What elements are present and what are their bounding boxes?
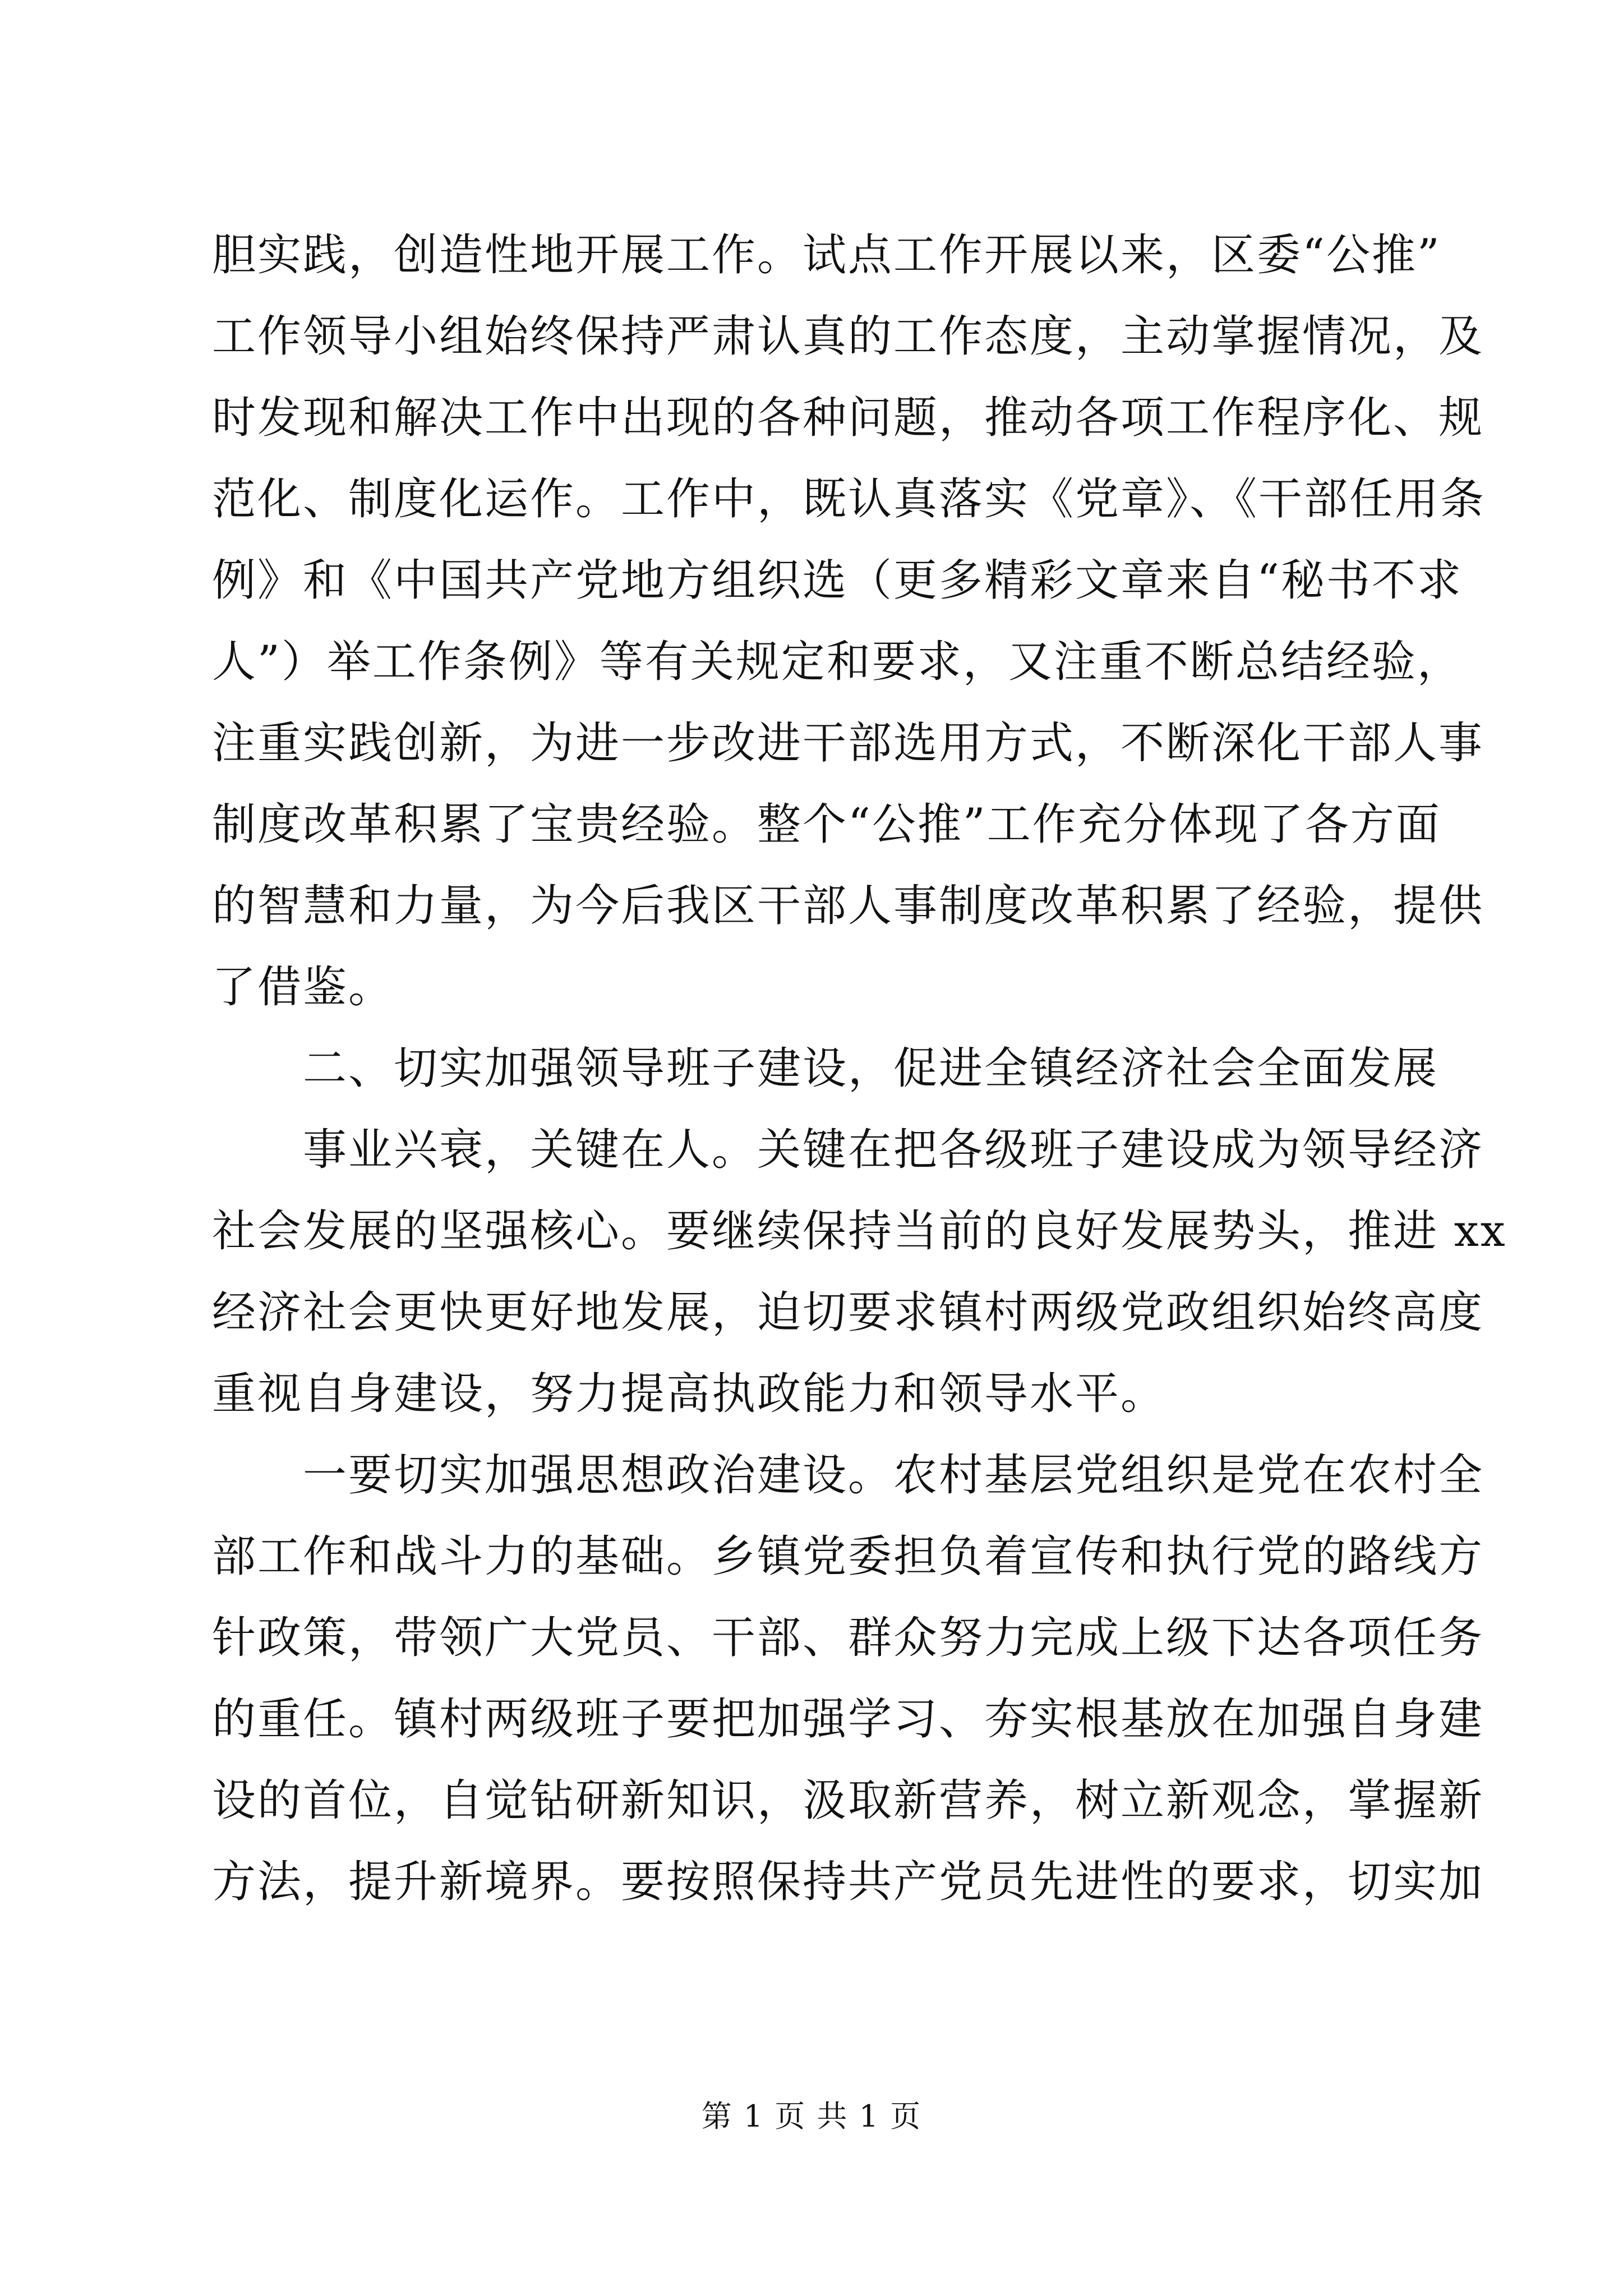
text-line: 的智慧和力量，为今后我区干部人事制度改革积累了经验，提供 [212,881,1484,931]
body-text [212,215,1507,1923]
text-line: 时发现和解决工作中出现的各种问题，推动各项工作程序化、规 [212,393,1484,443]
text-line: 的重任。镇村两级班子要把加强学习、夯实根基放在加强自身建 [212,1694,1484,1745]
text-line: 范化、制度化运作。工作中，既认真落实《党章》、《干部任用条 [212,474,1486,524]
text-line: 胆实践，创造性地开展工作。试点工作开展以来，区委“公推” [212,230,1441,280]
text-line: 设的首位，自觉钻研新知识，汲取新营养，树立新观念，掌握新 [212,1775,1484,1826]
text-line: 方法，提升新境界。要按照保持共产党员先进性的要求，切实加 [212,1857,1484,1907]
text-line: 人”）举工作条例》等有关规定和要求，又注重不断总结经验， [212,637,1463,687]
text-line: 工作领导小组始终保持严肃认真的工作态度，主动掌握情况，及 [212,311,1484,362]
text-line: 注重实践创新，为进一步改进干部选用方式，不断深化干部人事 [212,718,1484,769]
text-line: 例》和《中国共产党地方组织选（更多精彩文章来自“秘书不求 [212,555,1463,606]
text-line: 针政策，带领广大党员、干部、群众努力完成上级下达各项任务 [212,1613,1484,1663]
text-line: 重视自身建设，努力提高执政能力和领导水平。 [212,1369,1166,1419]
text-line: 制度改革积累了宝贵经验。整个“公推”工作充分体现了各方面 [212,799,1441,850]
text-line: 社会发展的坚强核心。要继续保持当前的良好发展势头，推进 xx [212,1206,1507,1257]
text-line: 事业兴衰，关键在人。关键在把各级班子建设成为领导经济 [212,1125,1484,1175]
text-line: 一要切实加强思想政治建设。农村基层党组织是党在农村全 [212,1450,1484,1501]
text-line: 经济社会更快更好地发展，迫切要求镇村两级党政组织始终高度 [212,1287,1484,1338]
text-line: 了借鉴。 [212,962,394,1013]
section-heading: 二、切实加强领导班子建设，促进全镇经济社会全面发展 [212,1043,1439,1094]
text-line: 部工作和战斗力的基础。乡镇党委担负着宣传和执行党的路线方 [212,1531,1484,1582]
page-footer: 第 1 页 共 1 页 [701,2099,922,2134]
